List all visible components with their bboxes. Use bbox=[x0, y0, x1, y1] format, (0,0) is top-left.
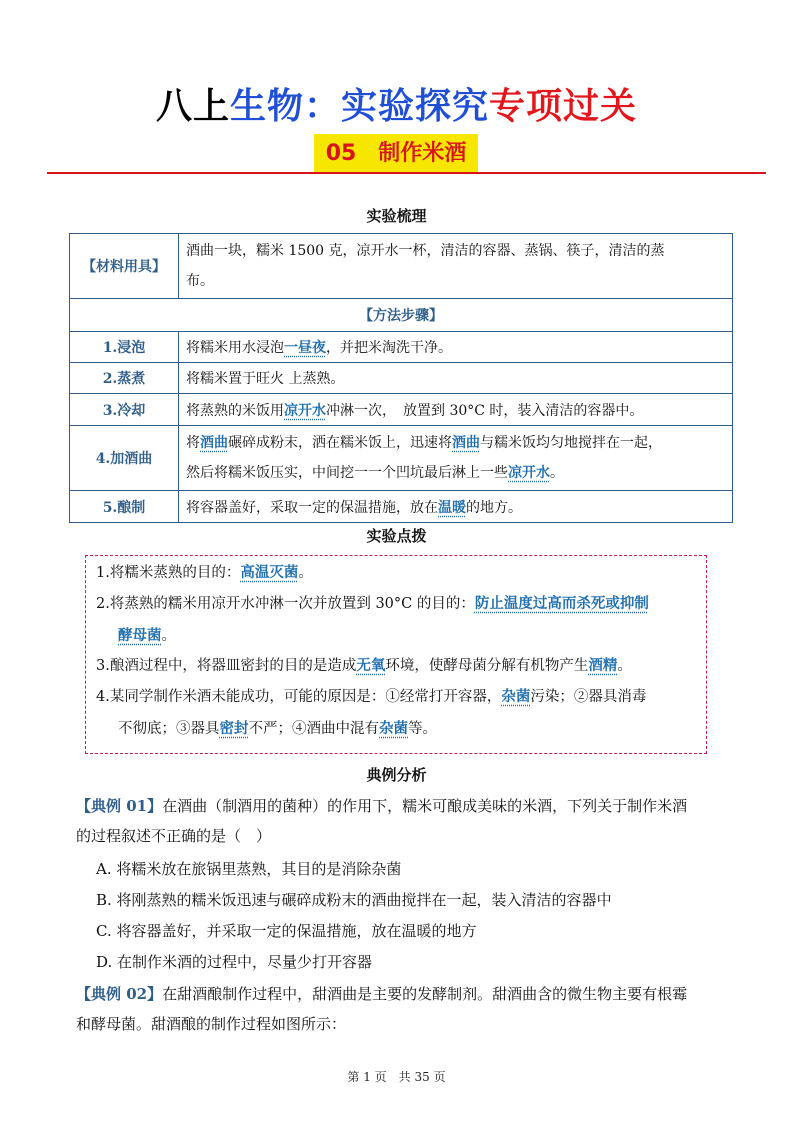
step-text: 将酒曲碾碎成粉末，洒在糯米饭上，迅速将酒曲与糯米饭均匀地搅拌在一起， 然后将糯米饭压实，中间挖一一个凹坑最后淋上一些凉开水。 bbox=[179, 426, 733, 491]
example-2-stem: 【典例 02】在甜酒酿制作过程中，甜酒曲是主要的发酵制剂。甜酒曲含的微生物主要有根霉 和酵母菌。甜酒酿的制作过程如图所示： bbox=[76, 985, 688, 1033]
materials-text: 酒曲一块，糯米 1500 克，凉开水一杯，清洁的容器、蒸锅、筷子，清洁的蒸 布。 bbox=[179, 234, 733, 299]
table-row bbox=[70, 394, 733, 426]
section-heading-tips: 实验点拨 bbox=[366, 527, 427, 545]
step-label: 5.酿制 bbox=[70, 491, 179, 523]
option-b: B. 将刚蒸熟的糯米饭迅速与碾碎成粉末的酒曲搅拌在一起，装入清洁的容器中 bbox=[96, 891, 612, 909]
option-a: A. 将糯米放在旅锅里蒸熟，其目的是消除杂菌 bbox=[96, 860, 402, 878]
step-label: 4.加酒曲 bbox=[70, 426, 179, 491]
example-1-stem: 【典例 01】在酒曲（制酒用的菌种）的作用下，糯米可酿成美味的米酒，下列关于制作米酒 的过程叙述不正确的是（ ） bbox=[76, 797, 688, 845]
tip-item: 3.酿酒过程中，将器皿密封的目的是造成无氧环境，使酵母菌分解有机物产生酒精。 bbox=[96, 657, 632, 674]
tip-item: 2.将蒸熟的糯米用凉开水冲淋一次并放置到 30°C 的目的：防止温度过高而杀死或抑制 酵母菌。 bbox=[96, 595, 649, 644]
tip-item: 1.将糯米蒸熟的目的：高温灭菌。 bbox=[96, 564, 313, 581]
method-header: 【方法步骤】 bbox=[70, 299, 733, 332]
step-label: 1.浸泡 bbox=[70, 332, 179, 363]
option-d: D. 在制作米酒的过程中，尽量少打开容器 bbox=[96, 953, 373, 971]
title-part-grade: 八上 bbox=[155, 86, 230, 127]
section-heading-review: 实验梳理 bbox=[366, 207, 427, 225]
experiment-steps-table bbox=[69, 233, 733, 523]
table-row bbox=[70, 332, 733, 363]
step-text: 将糯米置于旺火 上蒸熟。 bbox=[179, 363, 733, 394]
step-text: 将容器盖好，采取一定的保温措施，放在温暖的地方。 bbox=[179, 491, 733, 523]
step-label: 3.冷却 bbox=[70, 394, 179, 426]
table-row bbox=[70, 363, 733, 394]
materials-label: 【材料用具】 bbox=[70, 234, 179, 299]
page-title bbox=[0, 78, 793, 129]
step-label: 2.蒸煮 bbox=[70, 363, 179, 394]
page-footer: 第 1 页 共 35 页 bbox=[347, 1070, 446, 1084]
table-row bbox=[70, 426, 733, 491]
option-c: C. 将容器盖好，并采取一定的保温措施，放在温暖的地方 bbox=[96, 922, 477, 940]
table-row bbox=[70, 299, 733, 332]
tip-item: 4.某同学制作米酒未能成功，可能的原因是：①经常打开容器，杂菌污染；②器具消毒 不彻底；③器具密封不严；④酒曲中混有杂菌等。 bbox=[96, 688, 647, 737]
table-row bbox=[70, 234, 733, 299]
title-divider bbox=[47, 172, 766, 174]
step-text: 将糯米用水浸泡一昼夜，并把米淘洗干净。 bbox=[179, 332, 733, 363]
table-row bbox=[70, 491, 733, 523]
title-part-subject: 生物：实验探究 bbox=[229, 86, 489, 127]
section-heading-examples: 典例分析 bbox=[366, 766, 427, 784]
title-part-topic: 专项过关 bbox=[489, 86, 638, 127]
step-text: 将蒸熟的米饭用凉开水冲淋一次， 放置到 30°C 时，装入清洁的容器中。 bbox=[179, 394, 733, 426]
page-subtitle: 05 制作米酒 bbox=[314, 134, 478, 174]
